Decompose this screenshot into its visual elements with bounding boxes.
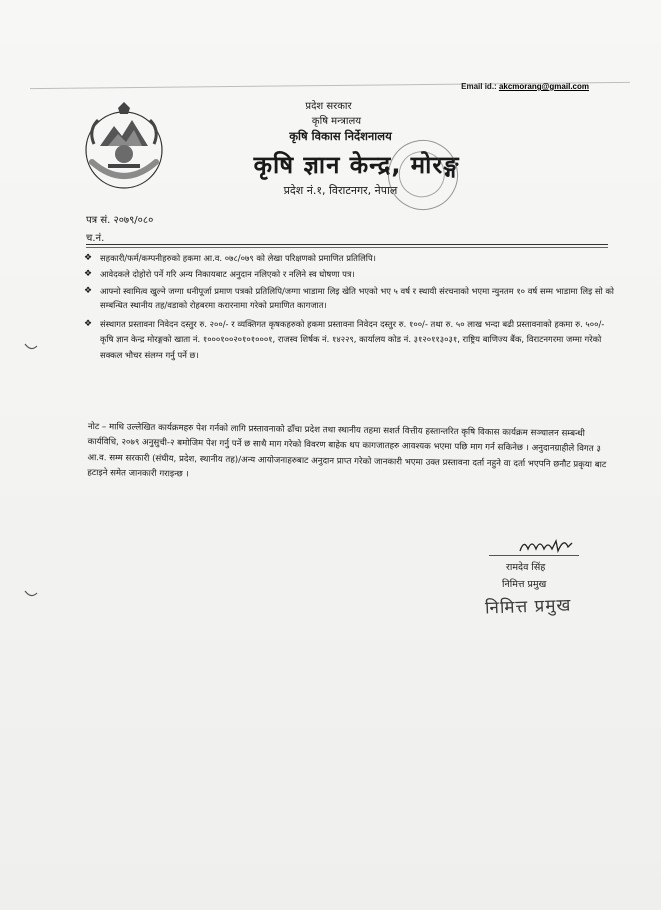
letter-number: पत्र सं. २०७९/०८० [86, 215, 154, 226]
header-divider-secondary [86, 247, 608, 248]
list-item [84, 267, 614, 281]
list-item [84, 284, 614, 313]
list-item [84, 251, 614, 265]
signatory-name: रामदेव सिंह [506, 562, 546, 573]
punch-hole-mark-icon [24, 343, 38, 351]
diamond-bullet-icon: ❖ [84, 285, 93, 296]
designation-stamp: निमित्त प्रमुख [484, 595, 572, 619]
letterhead-office-name: कृषि ज्ञान केन्द्र, मोरङ्ग [253, 151, 460, 179]
letterhead-directorate: कृषि विकास निर्देशनालय [289, 129, 392, 143]
email-label: Email id.: [461, 82, 497, 91]
letterhead-government: प्रदेश सरकार [305, 101, 352, 112]
header-divider [86, 244, 608, 245]
list-item-text: सहकारी/फर्म/कम्पनीहरुको हकमा आ.व. ०७८/०७९ को लेखा परिक्षणको प्रमाणित प्रतिलिपि। [100, 253, 376, 263]
note-paragraph: नोट – माथि उल्लेखित कार्यक्रमहरु पेश गर्नको लागि प्रस्तावनाको ढाँचा प्रदेश तथा स्थानीय तहमा सशर्त वित्तीय हस्तान्तरित कृषि विकास कार्यक्रम सञ्चालन सम्बन्धी कार्यविधि, २०७९ अनुसुची-२ बमोजिम पेश गर्नु पर्ने छ साथै माग गरेको विवरण बाहेक थप कागजातहरु आवश्यक भएमा पछि माग गर्न सकिनेछ । अनुदानग्राहीले विगत ३ आ.व. सम्म सरकारी (संघीय, प्रदेश, स्थानीय तह)/अन्य आयोजनाहरुबाट अनुदान प्राप्त गरेको जानकारी भएमा उक्त प्रस्तावना दर्ता नहुने वा दर्ता भएपनि छनौट प्रकृया बाट हटाइने समेत जानकारी गराइन्छ । [87, 421, 607, 480]
diamond-bullet-icon: ❖ [84, 253, 93, 263]
diamond-bullet-icon: ❖ [84, 269, 93, 280]
signature-line [489, 555, 579, 556]
office-seal-stamp [381, 133, 466, 218]
diamond-bullet-icon: ❖ [84, 318, 93, 329]
list-item-text: आफ्नो स्वामित्व खुल्ने जग्गा धनीपूर्जा प्रमाण पत्रको प्रतिलिपि/जग्गा भाडामा लिइ खेति भएको भए ५ वर्ष र स्थायी संरचनाको भएमा न्युनतम १० वर्ष सम्म भाडामा लिइ सो को सम्बन्धित स्थानीय तह/वडाको रोहबरमा करारनामा गरेको प्रमाणित कागजात। [100, 285, 614, 311]
signatory-title: निमित्त प्रमुख [502, 579, 547, 590]
letterhead-ministry: कृषि मन्त्रालय [311, 116, 362, 127]
letterhead-address: प्रदेश नं.१, विराटनगर, नेपाल [283, 184, 398, 197]
dispatch-number: च.नं. [86, 233, 105, 244]
list-item [84, 317, 614, 364]
email-address: akcmorang@gmail.com [498, 82, 589, 91]
list-item-text: आवेदकले दोहोरो पर्ने गरि अन्य निकायबाट अनुदान नलिएको र नलिने स्व घोषणा पत्र। [100, 269, 355, 280]
handwritten-signature-icon [518, 535, 574, 557]
list-item-text: संस्थागत प्रस्तावना निवेदन दस्तुर रु. २००/- र व्यक्तिगत कृषकहरुको हकमा प्रस्तावना निवेदन दस्तुर रु. १००/- तथा रु. ५० लाख भन्दा बढी प्रस्तावनाको हकमा रु. ५००/- कृषि ज्ञान केन्द्र मोरङ्गको खाता नं. १०००१००२०१०१०००१, राजस्व शिर्षक नं. १४२२९, कार्यालय कोड नं. ३१२०११३०३१, राष्ट्रिय बाणिज्य बैंक, विराटनगरमा जम्मा गरेको सक्कल भौचर संलग्न गर्नु पर्ने छ। [100, 318, 605, 360]
requirements-list [84, 251, 614, 365]
punch-hole-mark-icon [24, 590, 38, 598]
email-line [461, 82, 589, 91]
